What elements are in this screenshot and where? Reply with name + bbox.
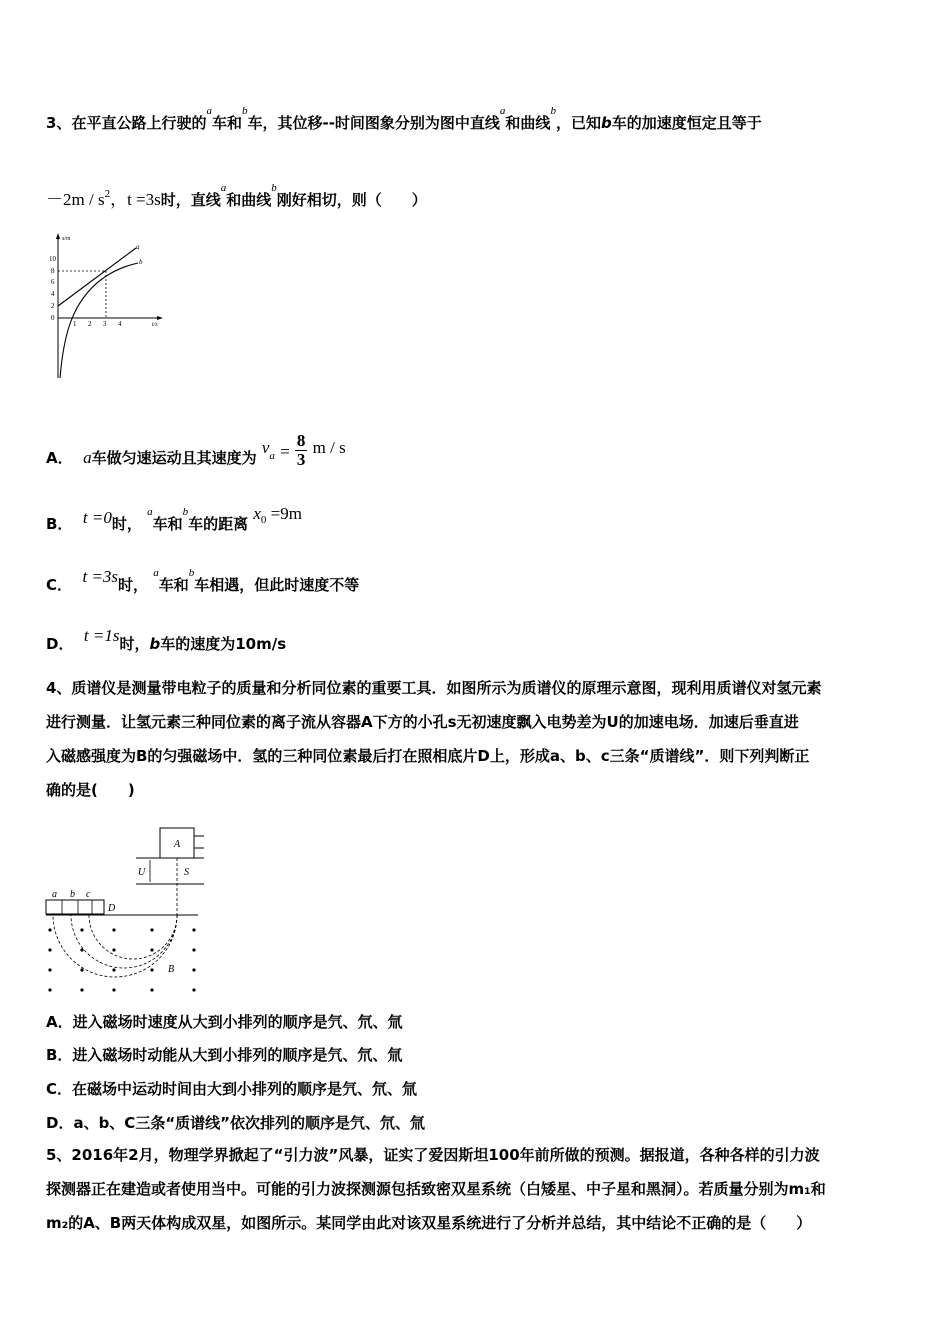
x-tick: 4	[118, 320, 122, 328]
y-tick: 2	[51, 302, 55, 310]
q4-option-a[interactable]: A．进入磁场时速度从大到小排列的顺序是氕、氘、氚	[46, 1013, 403, 1031]
q4-line: 进行测量．让氢元素三种同位素的离子流从容器A下方的小孔s无初速度飘入电势差为U的加速电场．加速后垂直进	[46, 713, 799, 731]
trajectory-b	[71, 915, 177, 968]
inlet-pipe	[194, 830, 204, 848]
q4-line: 4、质谱仪是测量带电粒子的质量和分析同位素的重要工具．如图所示为质谱仪的原理示意图，现利用质谱仪对氢元素	[46, 679, 822, 697]
q3-option-a[interactable]: A． a车做匀速运动且其速度为 $v^a$ = $\frac{8}{3}$ m / s	[46, 431, 346, 469]
line-a	[58, 248, 136, 306]
line-c-label: c	[86, 889, 91, 900]
q4-mass-spectrometer-diagram	[44, 822, 204, 1000]
y-tick: 4	[51, 290, 55, 298]
line-a-label: a	[136, 243, 140, 251]
line-b-label: b	[70, 889, 75, 900]
q4-line: 入磁感强度为B的匀强磁场中．氢的三种同位素最后打在照相底片D上，形成a、b、c三条“质谱线”．则下列判断正	[46, 747, 810, 765]
q3-line1: 3、在平直公路上行驶的$^a$车和$^b$车，其位移--时间图象分别为图中直线$^a$和曲线$^b$，已知b车的加速度恒定且等于	[46, 105, 762, 132]
trajectory-c	[89, 915, 177, 959]
q4-line: 确的是( )	[46, 781, 135, 799]
q5-stem	[46, 1138, 906, 1240]
y-tick: 6	[51, 278, 55, 286]
q4-option-c[interactable]: C．在磁场中运动时间由大到小排列的顺序是氕、氘、氚	[46, 1080, 418, 1098]
q5-line: 探测器正在建造或者使用当中。可能的引力波探测源包括致密双星系统（白矮星、中子星和黑洞）。若质量分别为m₁和	[46, 1180, 826, 1198]
voltage-label: U	[138, 867, 146, 878]
x-axis-arrow	[157, 316, 163, 320]
slit-label: S	[184, 867, 189, 878]
q4-option-d[interactable]: D．a、b、C三条“质谱线”依次排列的顺序是氕、氘、氚	[46, 1114, 426, 1132]
x-tick: 3	[103, 320, 107, 328]
speed-fraction: $\frac{8}{3}$	[296, 431, 306, 469]
q3-option-c[interactable]: C． t =3s时， $^a$车和$^b$车相遇，但此时速度不等	[46, 567, 360, 594]
y-tick: 8	[51, 267, 55, 275]
q4-stem	[46, 671, 906, 807]
q4-option-b[interactable]: B．进入磁场时动能从大到小排列的顺序是氕、氘、氚	[46, 1046, 403, 1064]
line-a-label: a	[52, 889, 57, 900]
film-d	[46, 900, 104, 914]
x-tick: 2	[88, 320, 92, 328]
container-a-label: A	[174, 839, 181, 850]
y-axis-arrow	[56, 233, 60, 239]
x-axis-label: t/s	[152, 322, 158, 328]
y-tick: 0	[51, 314, 55, 322]
field-b-label: B	[168, 964, 175, 975]
q3-line2: $-2m / s^2$，t =3s时，直线$^a$和曲线$^b$刚好相切，则（ ）	[46, 182, 427, 209]
curve-b	[60, 263, 138, 378]
y-tick: 10	[49, 255, 56, 263]
y-axis-label: s/m	[62, 236, 71, 242]
film-d-label: D	[108, 903, 116, 914]
q5-line: m₂的A、B两天体构成双星，如图所示。某同学由此对该双星系统进行了分析并总结，其中结论不正确的是（ ）	[46, 1214, 812, 1232]
q3-st-graph	[48, 230, 173, 385]
q5-line: 5、2016年2月，物理学界掀起了“引力波”风暴，证实了爱因斯坦100年前所做的预测。据报道，各种各样的引力波	[46, 1146, 820, 1164]
magnetic-field-dots	[48, 928, 195, 991]
x-tick: 1	[73, 320, 77, 328]
q3-option-b[interactable]: B． t =0时， $^a$车和$^b$车的距离 $x^0 =9m$	[46, 504, 302, 533]
q3-option-d[interactable]: D． t =1s时，b车的速度为10m/s	[46, 626, 287, 653]
curve-b-label: b	[139, 258, 143, 266]
